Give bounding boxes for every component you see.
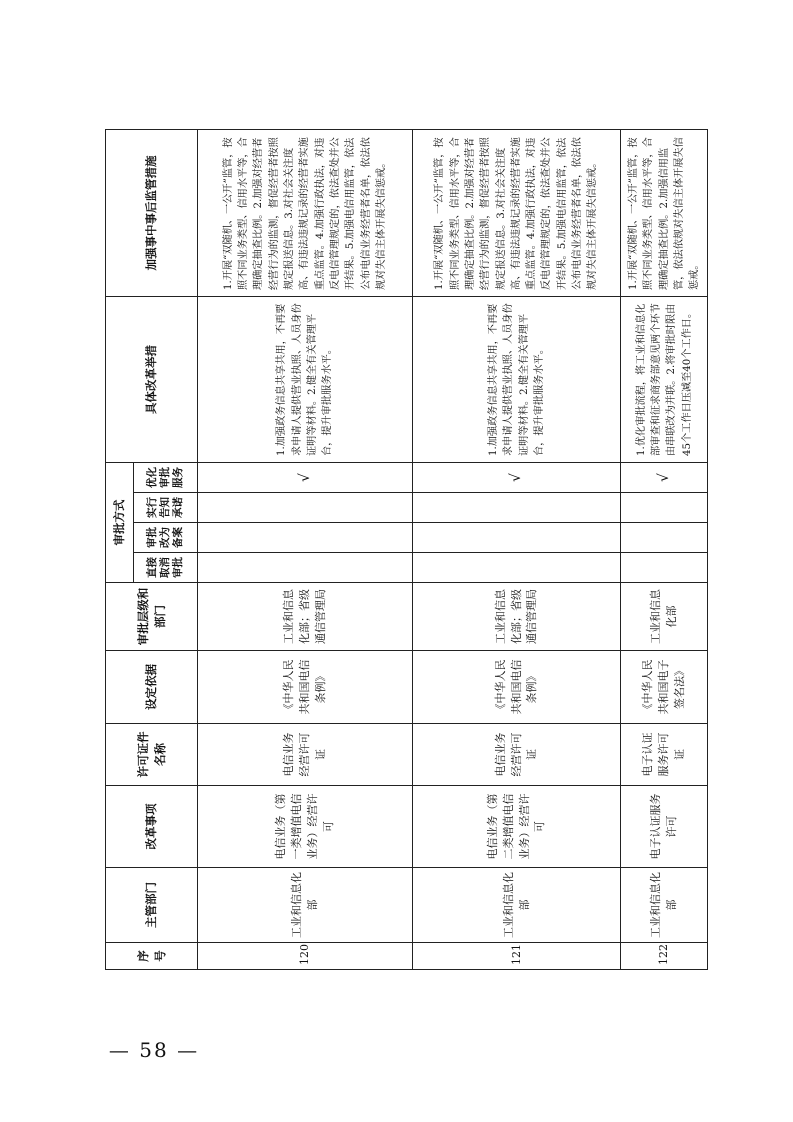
row-basis: 《中华人民共和国电子签名法》 <box>621 651 708 724</box>
row-dept: 工业和信息化部 <box>621 868 708 943</box>
row-item: 电子认证服务许可 <box>621 786 708 868</box>
row-mark-record <box>198 523 413 553</box>
row-mark-notify <box>621 493 708 523</box>
row-supervision: 1.开展“双随机、一公开”监管，按照不同业务类型、信用水平等，合理确定抽查比例。2.加强对经营者经营行为的监测，督促经营者按照规定报送信息。3.对社会关注度高、有违法违规记录的经营者实施重点监管。4.加强行政执法，对违反电信管理规定的，依法查处并公开结果。5.加强电信用监管，依法公布电信业务经营者名单，依法依规对失信主体开展失信惩戒。 <box>198 130 413 297</box>
row-license: 电信业务经营许可证 <box>413 724 621 786</box>
row-mark-cancel <box>198 553 413 583</box>
header-supervision: 加强事中事后监管措施 <box>106 130 198 297</box>
reform-items-table <box>105 129 708 970</box>
row-measures: 1.优化审批流程，将工业和信息化部审查和征求商务部意见两个环节由串联改为并联。2.将审批时限由45个工作日压减至40个工作日。 <box>621 297 708 463</box>
row-dept: 工业和信息化部 <box>413 868 621 943</box>
table-header-row <box>106 130 134 970</box>
table-row <box>413 130 621 970</box>
row-license: 电子认证服务许可证 <box>621 724 708 786</box>
row-seq: 121 <box>413 943 621 970</box>
header-approach: 审批方式 <box>106 463 134 583</box>
header-measures: 具体改革举措 <box>106 297 198 463</box>
row-mark-cancel <box>621 553 708 583</box>
row-measures: 1.加强政务信息共享共用，不再要求申请人提供营业执照、人员身份证明等材料。2.健全有关管理平台，提升审批服务水平。 <box>198 297 413 463</box>
header-approach-notify: 实行告知承诺 <box>134 493 198 523</box>
row-supervision: 1.开展“双随机、一公开”监管，按照不同业务类型、信用水平等，合理确定抽查比例。2.加强对经营者经营行为的监测，督促经营者按照规定报送信息。3.对社会关注度高、有违法违规记录的经营者实施重点监管。4.加强行政执法，对违反电信管理规定的，依法查处并公开结果。5.加强电信用监管，依法公布电信业务经营者名单，依法依规对失信主体开展失信惩戒。 <box>413 130 621 297</box>
row-license: 电信业务经营许可证 <box>198 724 413 786</box>
header-approach-record: 审批改为备案 <box>134 523 198 553</box>
rotated-table-container <box>105 130 701 970</box>
row-seq: 122 <box>621 943 708 970</box>
row-item: 电信业务（第二类增值电信业务）经营许可 <box>413 786 621 868</box>
table-row <box>621 130 708 970</box>
row-mark-cancel <box>413 553 621 583</box>
row-basis: 《中华人民共和国电信条例》 <box>198 651 413 724</box>
row-mark-notify <box>413 493 621 523</box>
header-basis: 设定依据 <box>106 651 198 724</box>
header-seq: 序号 <box>106 943 198 970</box>
row-level: 工业和信息化部；省级通信管理局 <box>413 583 621 651</box>
row-dept: 工业和信息化部 <box>198 868 413 943</box>
header-item: 改革事项 <box>106 786 198 868</box>
header-approach-cancel: 直接取消审批 <box>134 553 198 583</box>
row-item: 电信业务（第一类增值电信业务）经营许可 <box>198 786 413 868</box>
row-mark-optimize: √ <box>621 463 708 493</box>
header-license: 许可证件名称 <box>106 724 198 786</box>
row-level: 工业和信息化部 <box>621 583 708 651</box>
row-mark-optimize: √ <box>198 463 413 493</box>
header-dept: 主管部门 <box>106 868 198 943</box>
table-row <box>198 130 413 970</box>
header-level: 审批层级和部门 <box>106 583 198 651</box>
page-number: — 58 — <box>108 1038 200 1062</box>
row-seq: 120 <box>198 943 413 970</box>
row-measures: 1.加强政务信息共享共用，不再要求申请人提供营业执照、人员身份证明等材料。2.健全有关管理平台，提升审批服务水平。 <box>413 297 621 463</box>
header-approach-optimize: 优化审批服务 <box>134 463 198 493</box>
row-level: 工业和信息化部；省级通信管理局 <box>198 583 413 651</box>
row-mark-record <box>621 523 708 553</box>
row-supervision: 1.开展“双随机、一公开”监管，按照不同业务类型、信用水平等，合理确定抽查比例。2.加强信用监管，依法依规对失信主体开展失信惩戒。 <box>621 130 708 297</box>
row-mark-notify <box>198 493 413 523</box>
row-mark-optimize: √ <box>413 463 621 493</box>
row-basis: 《中华人民共和国电信条例》 <box>413 651 621 724</box>
row-mark-record <box>413 523 621 553</box>
